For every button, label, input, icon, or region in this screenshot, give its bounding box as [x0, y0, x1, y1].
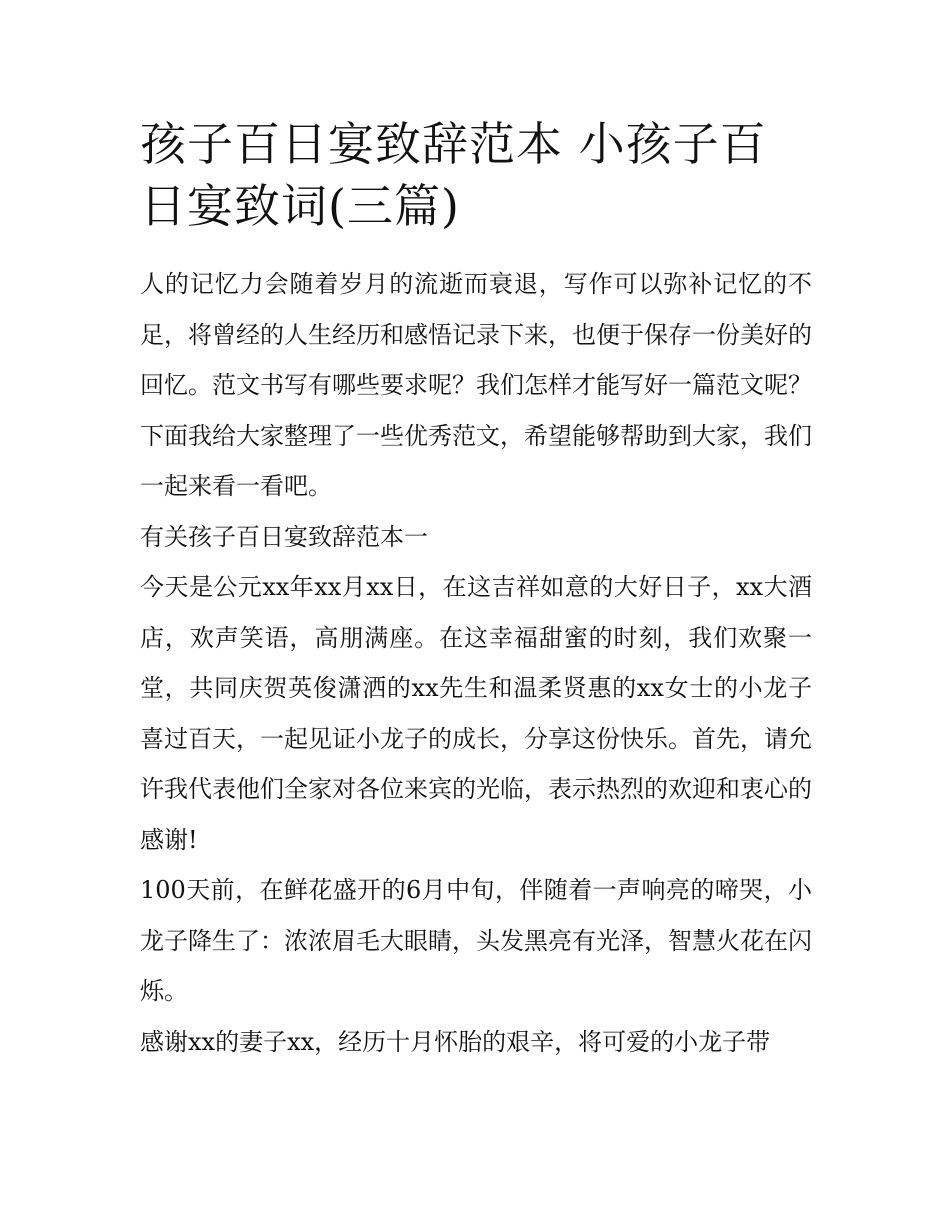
document-title: 孩子百日宴致辞范本 小孩子百日宴致词(三篇): [140, 117, 767, 233]
section-heading: 有关孩子百日宴致辞范本一: [140, 522, 428, 551]
body-paragraph-1: 今天是公元xx年xx月xx日，在这吉祥如意的大好日子，xx大酒店，欢声笑语，高朋满座。在这幸福甜蜜的时刻，我们欢聚一堂，共同庆贺英俊潇洒的xx先生和温柔贤惠的xx女士的小龙子喜过百天，一起见证小龙子的成长，分享这份快乐。首先，请允许我代表他们全家对各位来宾的光临，表示热烈的欢迎和衷心的感谢!: [140, 573, 812, 854]
body-paragraph-2: 100天前，在鲜花盛开的6月中旬，伴随着一声响亮的啼哭，小龙子降生了：浓浓眉毛大眼睛，头发黑亮有光泽，智慧火花在闪烁。: [140, 876, 812, 1005]
document-body: [140, 259, 812, 1067]
body-paragraph-3: 感谢xx的妻子xx，经历十月怀胎的艰辛，将可爱的小龙子带: [140, 1027, 771, 1056]
intro-paragraph: 人的记忆力会随着岁月的流逝而衰退，写作可以弥补记忆的不足，将曾经的人生经历和感悟记录下来，也便于保存一份美好的回忆。范文书写有哪些要求呢？我们怎样才能写好一篇范文呢？下面我给大家整理了一些优秀范文，希望能够帮助到大家，我们一起来看一看吧。: [140, 270, 812, 500]
